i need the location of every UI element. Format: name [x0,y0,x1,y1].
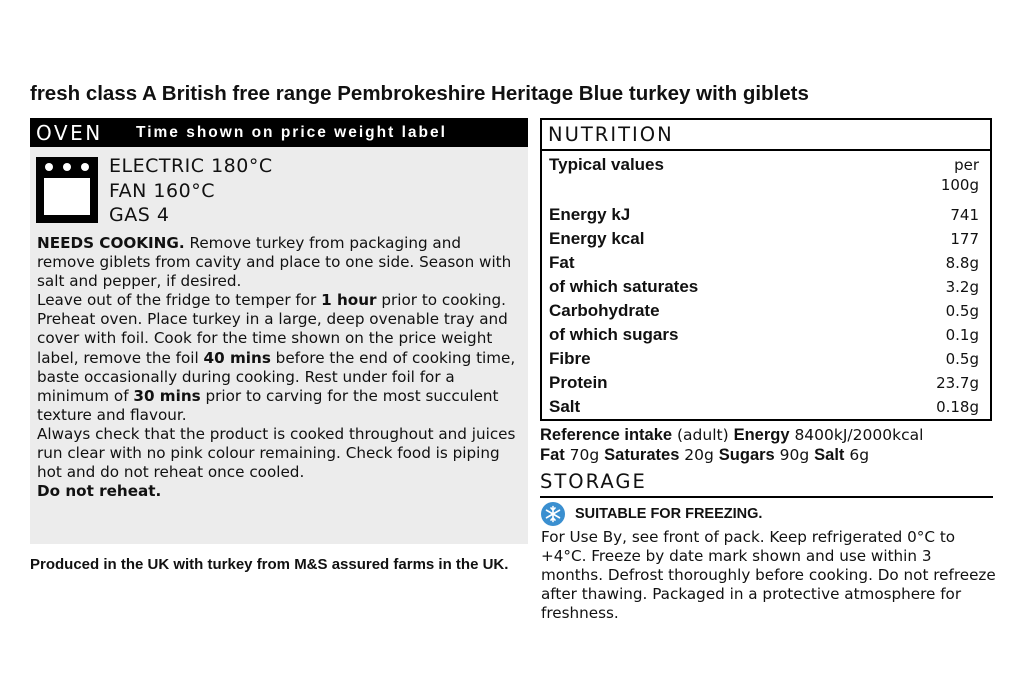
nutrition-row [542,371,990,395]
nutrient-name: Fat [549,253,575,272]
reference-intake: Reference intake (adult) Energy 8400kJ/2000kcal Fat 70g Saturates 20g Sugars 90g Salt 6g [540,426,924,464]
nutrient-value: 23.7g [936,374,979,392]
oven-temperatures [109,154,273,228]
nutrient-name: Energy kcal [549,229,645,248]
nutrition-row [542,323,990,347]
nutrient-value: 0.18g [936,398,979,416]
per-unit-label: per 100g [940,156,979,194]
instruction-paragraph: Leave out of the fridge to temper for 1 hour prior to cooking. Preheat oven. Place turkey in a large, deep ovenable tray and cover with foil. Cook for the time shown on the price weight label, remove the foil 40 mins before the end of cooking time, baste occasionally during cooking. Rest under foil for a minimum of 30 mins prior to carving for the most succulent texture and flavour. [37,291,516,424]
nutrition-row [542,299,990,323]
snowflake-icon [541,502,565,526]
nutrient-name: of which sugars [549,325,679,344]
nutrition-row [542,275,990,299]
storage-title: STORAGE [540,470,993,498]
nutrient-value: 0.5g [945,350,979,368]
cooking-instructions [37,234,517,501]
nutrient-name: Salt [549,397,581,416]
oven-icon [36,157,98,223]
nutrition-title: NUTRITION [542,120,990,151]
nutrient-value: 741 [950,206,979,224]
nutrition-row [542,347,990,371]
nutrient-name: Carbohydrate [549,301,660,320]
nutrition-row [542,251,990,275]
freezing-label: SUITABLE FOR FREEZING. [575,506,763,522]
nutrient-name: Energy kJ [549,205,631,224]
temp-electric: ELECTRIC 180°C [109,155,273,177]
temp-gas: GAS 4 [109,204,170,226]
instruction-paragraph: Always check that the product is cooked throughout and juices run clear with no pink colour remaining. Check food is piping hot and do not reheat once cooled. [37,424,516,482]
instruction-paragraph: Do not reheat. [37,482,162,501]
oven-panel [30,147,528,544]
nutrient-value: 0.5g [945,302,979,320]
nutrient-name: Fibre [549,349,591,368]
nutrition-table [540,118,992,421]
oven-label: OVEN [36,120,103,145]
nutrient-value: 8.8g [945,254,979,272]
nutrient-value: 177 [950,230,979,248]
oven-subtitle: Time shown on price weight label [136,123,447,141]
nutrient-name: Protein [549,373,608,392]
nutrient-name: of which saturates [549,277,699,296]
storage-instructions: For Use By, see front of pack. Keep refrigerated 0°C to +4°C. Freeze by date mark shown and use within 3 months. Defrost thoroughly before cooking. Do not refreeze after thawing. Packaged in a protective atmosphere for freshness. [541,528,996,622]
product-title: fresh class A British free range Pembrokeshire Heritage Blue turkey with giblets [30,82,809,105]
nutrition-row [542,395,990,419]
temp-fan: FAN 160°C [109,179,215,202]
nutrition-row [542,203,990,227]
nutrient-value: 0.1g [945,326,979,344]
origin-statement: Produced in the UK with turkey from M&S assured farms in the UK. [30,556,509,573]
freezing-note [541,502,762,526]
nutrition-header-row [542,151,990,203]
nutrition-row [542,227,990,251]
oven-header [30,118,528,147]
typical-values-label: Typical values [549,155,664,174]
instruction-paragraph: NEEDS COOKING. Remove turkey from packaging and remove giblets from cavity and place to one side. Season with salt and pepper, if desired. [37,234,512,291]
nutrient-value: 3.2g [945,278,979,296]
